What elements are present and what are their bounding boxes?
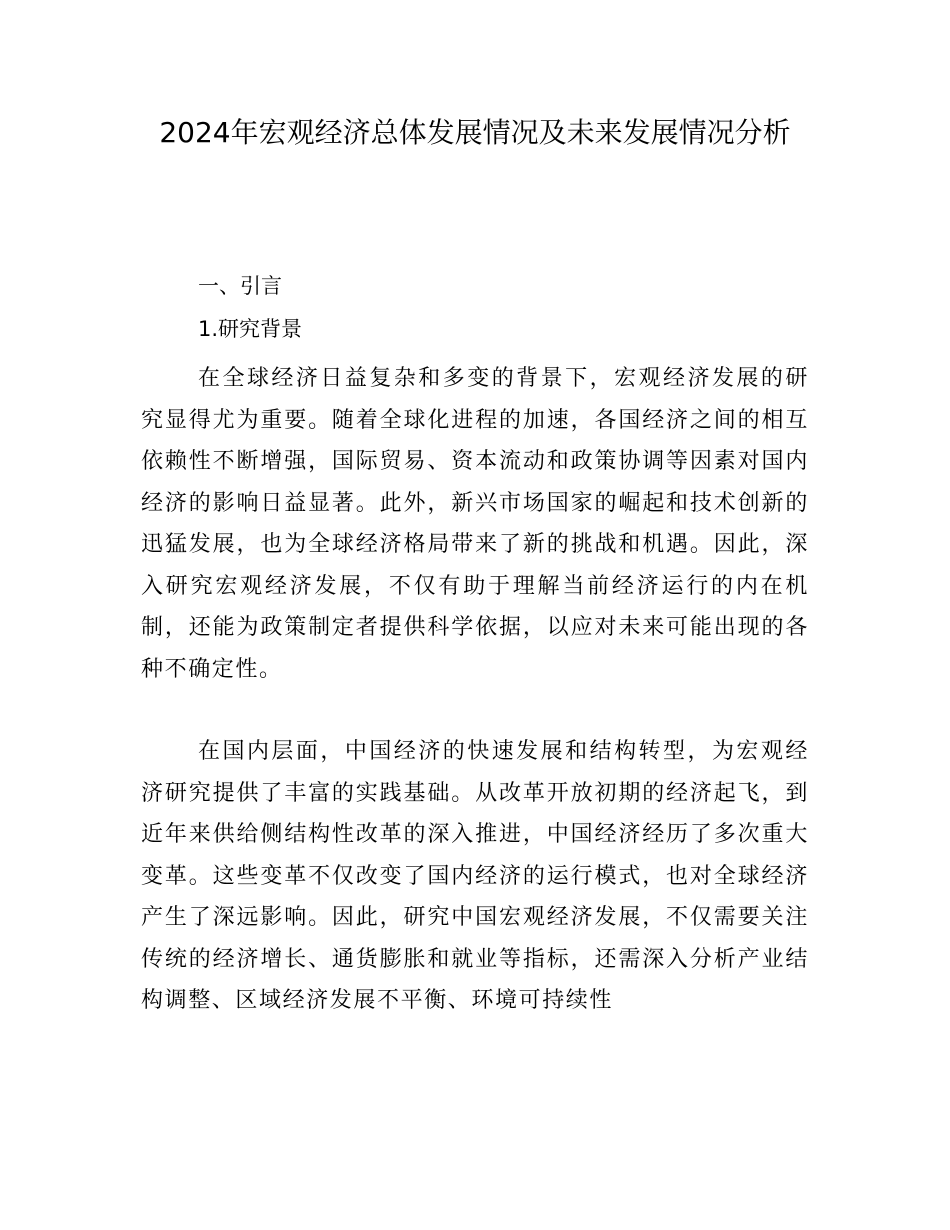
body-paragraph: 在国内层面，中国经济的快速发展和结构转型，为宏观经济研究提供了丰富的实践基础。从改革开放初期的经济起飞，到近年来供给侧结构性改革的深入推进，中国经济经历了多次重大变革。这些变革不仅改变了国内经济的运行模式，也对全球经济产生了深远影响。因此，研究中国宏观经济发展，不仅需要关注传统的经济增长、通货膨胀和就业等指标，还需深入分析产业结构调整、区域经济发展不平衡、环境可持续性 (141, 739, 809, 1013)
document-title: 2024年宏观经济总体发展情况及未来发展情况分析 (159, 116, 791, 149)
subsection-heading: 1.研究背景 (198, 317, 303, 341)
body-paragraph: 在全球经济日益复杂和多变的背景下，宏观经济发展的研究显得尤为重要。随着全球化进程的加速，各国经济之间的相互依赖性不断增强，国际贸易、资本流动和政策协调等因素对国内经济的影响日益显著。此外，新兴市场国家的崛起和技术创新的迅猛发展，也为全球经济格局带来了新的挑战和机遇。因此，深入研究宏观经济发展，不仅有助于理解当前经济运行的内在机制，还能为政策制定者提供科学依据，以应对未来可能出现的各种不确定性。 (141, 366, 809, 682)
section-heading: 一、引言 (198, 274, 282, 298)
